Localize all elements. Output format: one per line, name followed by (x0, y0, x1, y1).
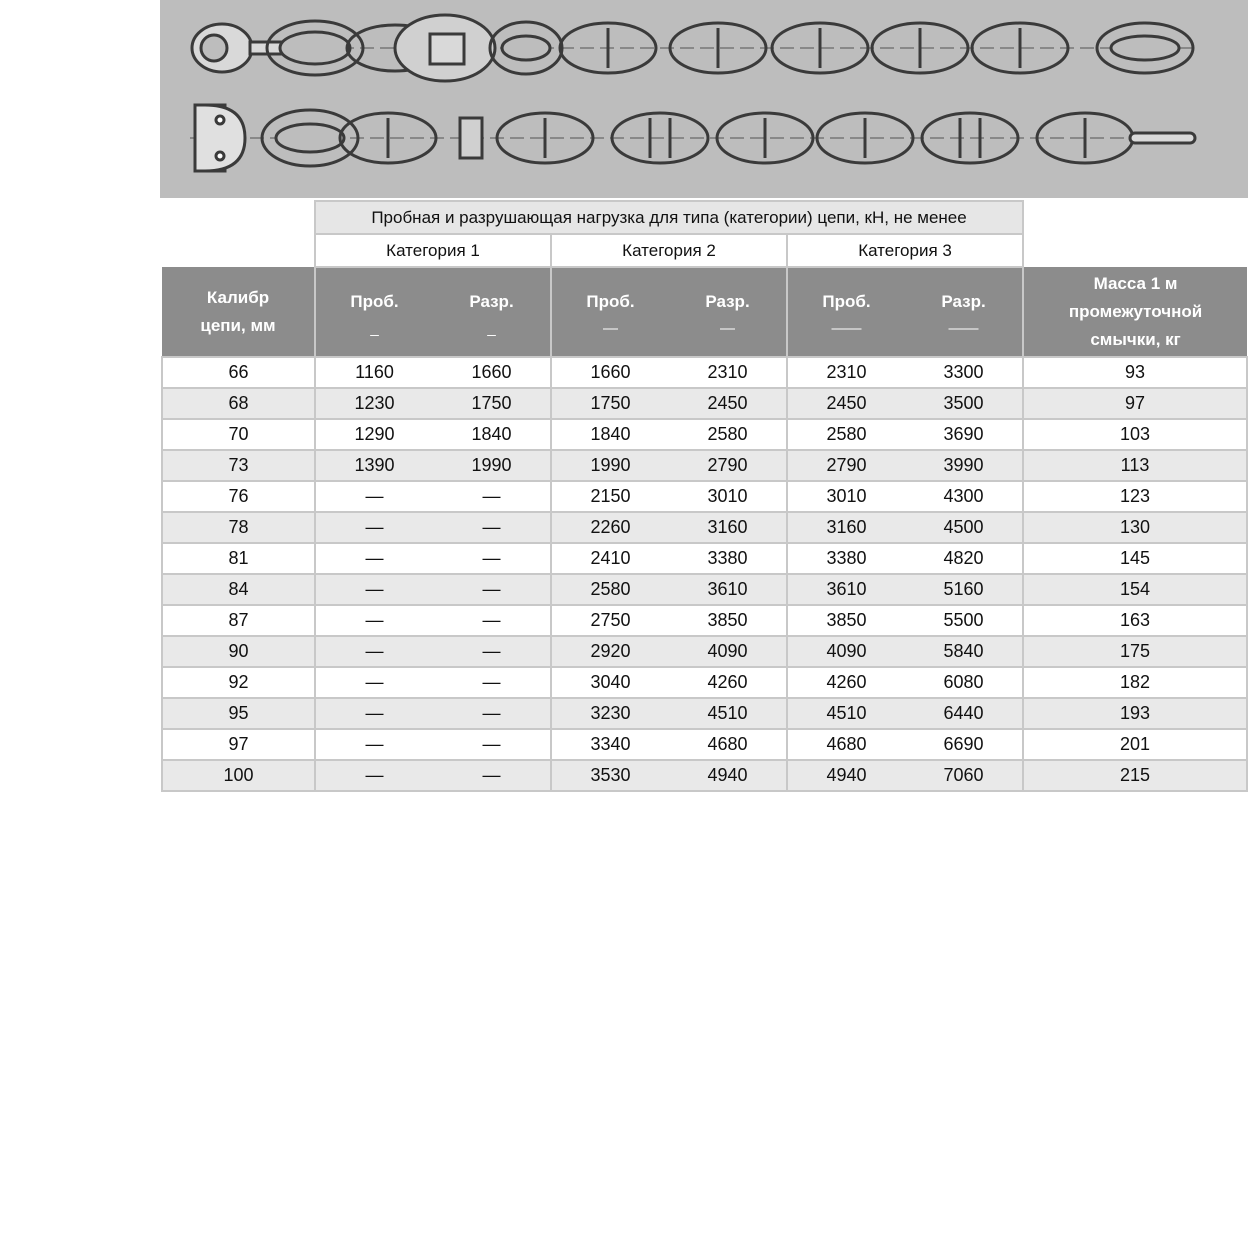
cat3-proof-cell: 2580 (787, 419, 905, 450)
cat1-break-label: Разр. (469, 292, 514, 311)
cat1-break-cell: — (433, 698, 551, 729)
header-spacer (1023, 234, 1247, 267)
caliber-cell: 92 (162, 667, 315, 698)
table-row (162, 357, 1247, 388)
mass-cell: 93 (1023, 357, 1247, 388)
cat3-proof-cell: 2310 (787, 357, 905, 388)
table-row (162, 605, 1247, 636)
cat1-proof-cell: — (315, 543, 433, 574)
cat2-break-cell: 3010 (669, 481, 787, 512)
cat3-proof-cell: 2450 (787, 388, 905, 419)
cat2-proof-cell: 2750 (551, 605, 669, 636)
cat1-proof-cell: — (315, 698, 433, 729)
chain-load-table-wrap (161, 200, 1246, 792)
cat2-proof-cell: 2580 (551, 574, 669, 605)
category-1-header: Категория 1 (315, 234, 551, 267)
mass-cell: 103 (1023, 419, 1247, 450)
cat2-break-cell: 2310 (669, 357, 787, 388)
cat1-proof-cell: — (315, 481, 433, 512)
cat3-proof-cell: 3380 (787, 543, 905, 574)
cat3-proof-cell: 3010 (787, 481, 905, 512)
category-2-header: Категория 2 (551, 234, 787, 267)
caliber-cell: 97 (162, 729, 315, 760)
table-body (162, 357, 1247, 791)
cat3-proof-header (787, 267, 905, 357)
cat1-proof-cell: 1390 (315, 450, 433, 481)
cat3-break-cell: 7060 (905, 760, 1023, 791)
cat2-proof-cell: 2920 (551, 636, 669, 667)
cat3-break-cell: 3990 (905, 450, 1023, 481)
cat3-break-label: Разр. (941, 292, 986, 311)
cat2-break-cell: 4260 (669, 667, 787, 698)
cat2-proof-cell: 3040 (551, 667, 669, 698)
caliber-header: Калибр цепи, мм (162, 267, 315, 357)
cat1-proof-cell: 1290 (315, 419, 433, 450)
mass-cell: 97 (1023, 388, 1247, 419)
caliber-cell: 87 (162, 605, 315, 636)
mass-cell: 215 (1023, 760, 1247, 791)
cat1-break-cell: 1750 (433, 388, 551, 419)
cat2-break-cell: 4940 (669, 760, 787, 791)
cat1-proof-cell: — (315, 729, 433, 760)
cat1-break-cell: — (433, 543, 551, 574)
table-row (162, 481, 1247, 512)
mass-cell: 201 (1023, 729, 1247, 760)
cat1-proof-cell: — (315, 574, 433, 605)
cat1-break-cell: — (433, 729, 551, 760)
cat2-break-cell: 3380 (669, 543, 787, 574)
cat1-proof-label: Проб. (350, 292, 399, 311)
cat2-break-cell: 2580 (669, 419, 787, 450)
mass-cell: 182 (1023, 667, 1247, 698)
cat3-break-cell: 6690 (905, 729, 1023, 760)
table-row (162, 512, 1247, 543)
cat2-break-cell: 4090 (669, 636, 787, 667)
mass-header: Масса 1 м промежуточной смычки, кг (1023, 267, 1247, 357)
header-spacer (162, 201, 315, 234)
table-row (162, 450, 1247, 481)
header-underscore: _ (370, 320, 379, 337)
cat3-break-cell: 3690 (905, 419, 1023, 450)
caliber-cell: 78 (162, 512, 315, 543)
cat3-break-cell: 5160 (905, 574, 1023, 605)
cat1-proof-cell: 1230 (315, 388, 433, 419)
cat3-proof-cell: 4680 (787, 729, 905, 760)
cat1-break-cell: — (433, 574, 551, 605)
cat1-proof-cell: 1160 (315, 357, 433, 388)
caliber-cell: 70 (162, 419, 315, 450)
table-row (162, 543, 1247, 574)
header-dash: — (720, 320, 735, 337)
column-header-row (162, 267, 1247, 357)
cat3-proof-cell: 3160 (787, 512, 905, 543)
cat1-break-cell: — (433, 760, 551, 791)
cat3-break-cell: 4500 (905, 512, 1023, 543)
cat2-proof-cell: 1840 (551, 419, 669, 450)
mass-cell: 193 (1023, 698, 1247, 729)
cat2-break-cell: 2790 (669, 450, 787, 481)
header-spacer (1023, 201, 1247, 234)
cat3-break-cell: 4300 (905, 481, 1023, 512)
cat2-proof-cell: 1990 (551, 450, 669, 481)
mass-cell: 163 (1023, 605, 1247, 636)
mass-cell: 113 (1023, 450, 1247, 481)
cat3-proof-cell: 4510 (787, 698, 905, 729)
cat3-proof-cell: 4260 (787, 667, 905, 698)
cat3-break-cell: 4820 (905, 543, 1023, 574)
chain-drawing (160, 0, 1248, 198)
category-3-header: Категория 3 (787, 234, 1023, 267)
cat2-proof-cell: 2410 (551, 543, 669, 574)
cat1-proof-cell: — (315, 636, 433, 667)
cat2-break-label: Разр. (705, 292, 750, 311)
header-spacer (162, 234, 315, 267)
cat3-break-cell: 6080 (905, 667, 1023, 698)
cat3-break-cell: 5840 (905, 636, 1023, 667)
cat1-proof-cell: — (315, 512, 433, 543)
cat3-proof-cell: 3850 (787, 605, 905, 636)
cat1-proof-cell: — (315, 760, 433, 791)
cat2-proof-cell: 1660 (551, 357, 669, 388)
cat2-break-cell: 2450 (669, 388, 787, 419)
table-row (162, 419, 1247, 450)
cat3-break-cell: 5500 (905, 605, 1023, 636)
cat3-proof-cell: 3610 (787, 574, 905, 605)
cat1-break-cell: 1660 (433, 357, 551, 388)
mass-cell: 154 (1023, 574, 1247, 605)
cat1-proof-header (315, 267, 433, 357)
cat2-proof-cell: 3340 (551, 729, 669, 760)
cat1-break-cell: — (433, 512, 551, 543)
cat2-break-cell: 3160 (669, 512, 787, 543)
caliber-cell: 81 (162, 543, 315, 574)
header-dash: —— (948, 320, 979, 337)
table-row (162, 636, 1247, 667)
cat1-break-cell: — (433, 605, 551, 636)
cat3-proof-cell: 4940 (787, 760, 905, 791)
mass-cell: 175 (1023, 636, 1247, 667)
table-row (162, 388, 1247, 419)
group-header: Пробная и разрушающая нагрузка для типа (категории) цепи, кН, не менее (315, 201, 1023, 234)
category-header-row (162, 234, 1247, 267)
cat2-proof-header (551, 267, 669, 357)
caliber-cell: 68 (162, 388, 315, 419)
chain-load-table (161, 200, 1248, 792)
mass-cell: 130 (1023, 512, 1247, 543)
cat2-proof-cell: 3230 (551, 698, 669, 729)
table-row (162, 698, 1247, 729)
cat2-proof-label: Проб. (586, 292, 635, 311)
cat2-proof-cell: 1750 (551, 388, 669, 419)
cat2-break-cell: 4680 (669, 729, 787, 760)
table-row (162, 574, 1247, 605)
cat2-proof-cell: 3530 (551, 760, 669, 791)
cat1-break-header (433, 267, 551, 357)
mass-cell: 145 (1023, 543, 1247, 574)
cat1-break-cell: 1840 (433, 419, 551, 450)
cat2-break-cell: 3850 (669, 605, 787, 636)
cat2-break-cell: 4510 (669, 698, 787, 729)
caliber-cell: 76 (162, 481, 315, 512)
header-dash: — (603, 320, 618, 337)
cat3-break-header (905, 267, 1023, 357)
cat3-proof-label: Проб. (822, 292, 871, 311)
cat3-break-cell: 3500 (905, 388, 1023, 419)
group-header-row (162, 201, 1247, 234)
caliber-cell: 66 (162, 357, 315, 388)
caliber-cell: 90 (162, 636, 315, 667)
cat1-break-cell: 1990 (433, 450, 551, 481)
mass-cell: 123 (1023, 481, 1247, 512)
table-row (162, 760, 1247, 791)
header-dash: —— (831, 320, 862, 337)
cat2-break-cell: 3610 (669, 574, 787, 605)
table-row (162, 729, 1247, 760)
cat2-break-header (669, 267, 787, 357)
cat3-proof-cell: 2790 (787, 450, 905, 481)
cat3-break-cell: 6440 (905, 698, 1023, 729)
cat1-break-cell: — (433, 481, 551, 512)
cat3-proof-cell: 4090 (787, 636, 905, 667)
cat3-break-cell: 3300 (905, 357, 1023, 388)
table-row (162, 667, 1247, 698)
cat1-proof-cell: — (315, 667, 433, 698)
caliber-cell: 84 (162, 574, 315, 605)
anchor-chain-illustration (160, 0, 1248, 198)
cat2-proof-cell: 2260 (551, 512, 669, 543)
caliber-cell: 100 (162, 760, 315, 791)
header-underscore: _ (487, 320, 496, 337)
cat2-proof-cell: 2150 (551, 481, 669, 512)
cat1-break-cell: — (433, 636, 551, 667)
cat1-break-cell: — (433, 667, 551, 698)
caliber-cell: 73 (162, 450, 315, 481)
cat1-proof-cell: — (315, 605, 433, 636)
caliber-cell: 95 (162, 698, 315, 729)
